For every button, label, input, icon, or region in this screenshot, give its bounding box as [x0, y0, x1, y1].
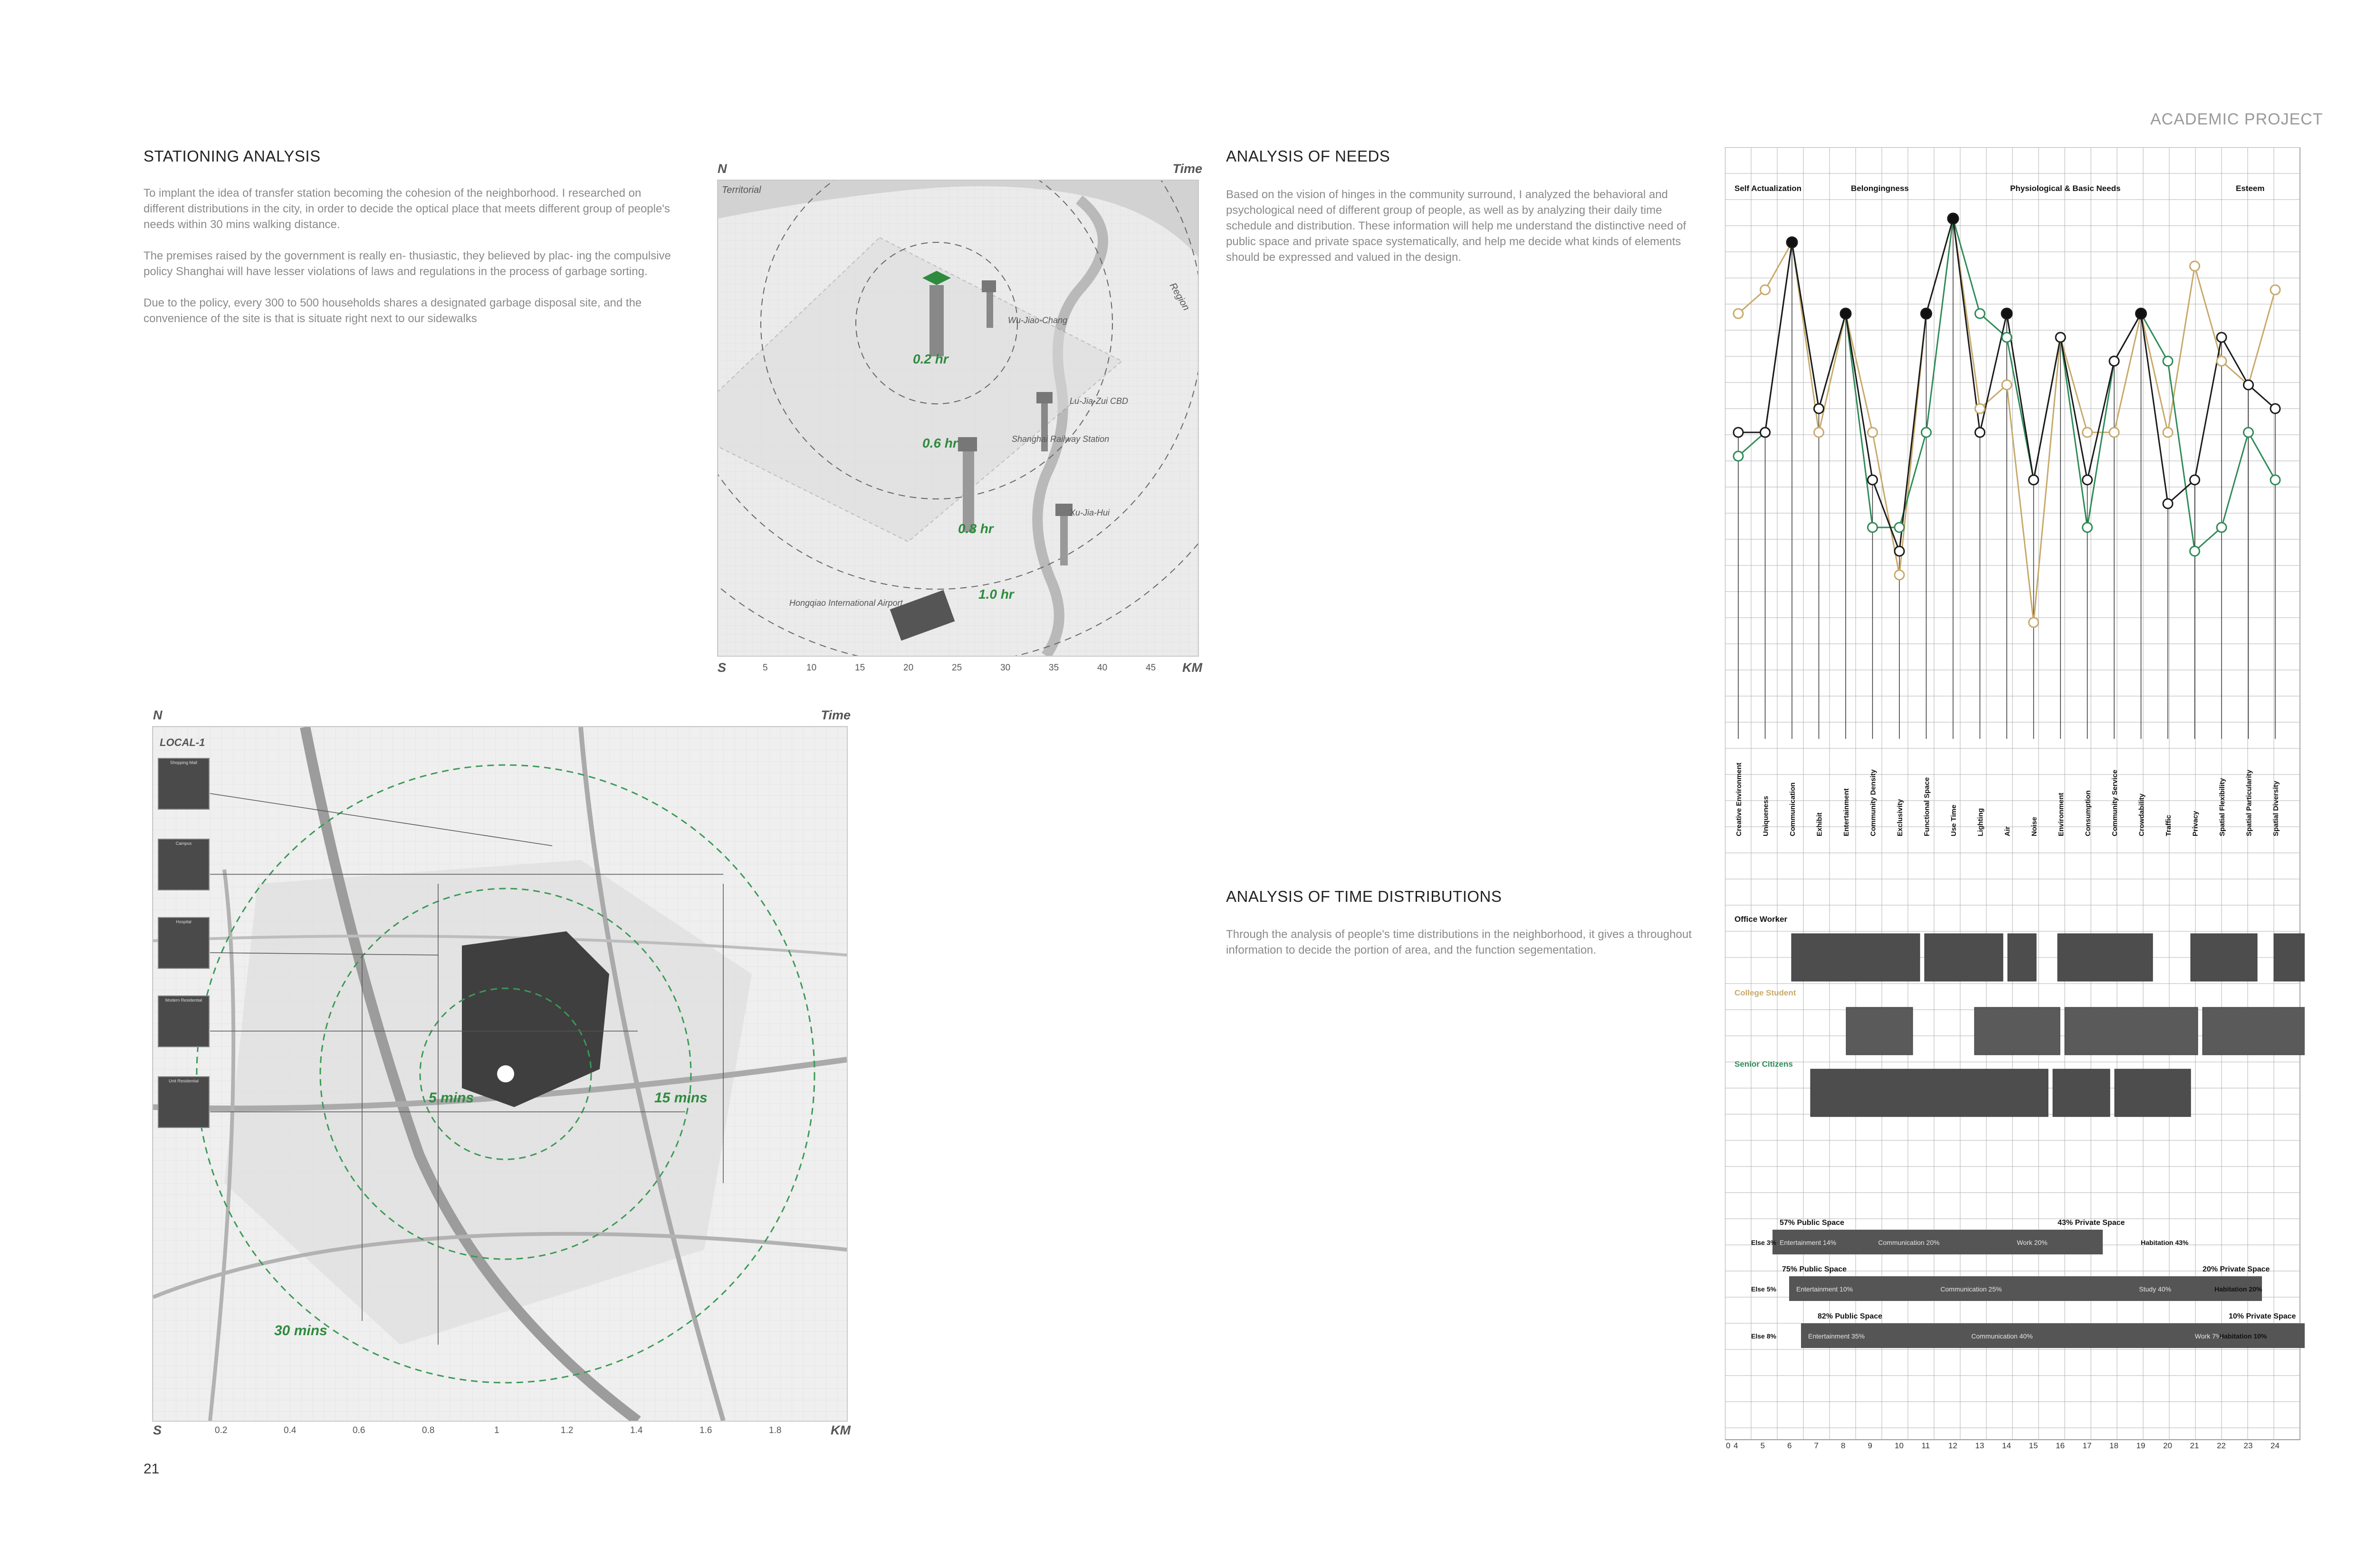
place-railway-station: Shanghai Railway Station — [1012, 434, 1110, 444]
needs-category-label: Traffic — [2165, 814, 2173, 836]
hour-tick: 17 — [2082, 1441, 2092, 1449]
needs-data-point — [2163, 499, 2173, 508]
page-number: 21 — [144, 1461, 160, 1477]
km-label: KM — [831, 1423, 851, 1437]
scale-tick: 40 — [1097, 663, 1108, 673]
needs-category-label: Noise — [2030, 817, 2039, 836]
time-segment-label: Entertainment 35% — [1808, 1332, 1865, 1340]
needs-category-label: Air — [2003, 826, 2012, 836]
needs-data-point — [1895, 570, 1904, 580]
needs-data-point — [2029, 618, 2039, 627]
hour-tick: 24 — [2271, 1441, 2280, 1449]
local-scale-ticks — [215, 1425, 795, 1438]
needs-data-point — [2002, 380, 2012, 390]
needs-paragraph: Based on the vision of hinges in the community surround, I analyzed the behavioral and psychological need of different group of people, as well as by analyzing their daily time schedule and distribution. These information will help me understand the distinctive need of public space and private space systematically, and help me decide what kinds of elements should be expressed and valued in the design. — [1226, 188, 1686, 264]
hour-tick: 5 — [1760, 1441, 1765, 1449]
ring-label-0-6hr: 0.6 hr — [922, 436, 958, 450]
needs-data-point — [1975, 404, 1985, 413]
hour-tick: 13 — [1975, 1441, 1984, 1449]
needs-data-point — [2109, 356, 2119, 366]
needs-data-point — [1922, 428, 1931, 437]
needs-data-point — [2002, 333, 2012, 342]
scale-tick: 1.2 — [561, 1425, 574, 1435]
private-space-label: 20% Private Space — [2203, 1265, 2270, 1273]
needs-category-label: Exclusivity — [1896, 799, 1904, 836]
needs-data-point — [1734, 428, 1743, 437]
habitation-label: Habitation 20% — [2214, 1285, 2262, 1293]
city-scale-ticks — [763, 663, 1156, 674]
needs-data-point — [2083, 428, 2092, 437]
hour-tick: 15 — [2029, 1441, 2038, 1449]
needs-data-point — [2244, 428, 2253, 437]
place-wu-jiao-chang: Wu-Jiao-Chang — [1008, 316, 1068, 325]
hour-tick: 22 — [2217, 1441, 2226, 1449]
legend-label: Hospital — [176, 919, 192, 924]
needs-group-label: Belongingness — [1851, 184, 1909, 193]
south-label: S — [153, 1423, 162, 1437]
needs-category-label: Functional Space — [1923, 777, 1931, 836]
needs-group-label: Self Actualization — [1734, 184, 1802, 193]
needs-data-point — [1868, 523, 1878, 532]
local-label: LOCAL-1 — [160, 736, 205, 748]
private-space-label: 43% Private Space — [2058, 1219, 2125, 1227]
time-segment-label: Study 40% — [2139, 1285, 2172, 1293]
hour-tick: 11 — [1921, 1441, 1930, 1449]
time-photo — [1974, 1007, 2060, 1055]
scale-tick: 15 — [855, 663, 865, 673]
place-hongqiao: Hongqiao International Airport — [789, 598, 903, 608]
legend-modern-residential — [158, 995, 210, 1047]
needs-category-label: Use Time — [1950, 804, 1958, 836]
scale-tick: 1.6 — [699, 1425, 712, 1435]
hour-tick: 6 — [1787, 1441, 1792, 1449]
time-photo — [2058, 934, 2153, 981]
needs-category-label: Exhibit — [1815, 812, 1824, 836]
time-segment-label: Work 7% — [2194, 1332, 2222, 1340]
time-photo — [2274, 934, 2305, 981]
hour-tick: 20 — [2163, 1441, 2172, 1449]
needs-category-label: Privacy — [2191, 811, 2200, 836]
needs-category-label: Communication — [1789, 782, 1797, 836]
private-space-label: 10% Private Space — [2229, 1312, 2296, 1320]
ring-label-0-2hr: 0.2 hr — [913, 352, 948, 366]
needs-data-point — [1840, 308, 1851, 319]
hour-tick: 23 — [2243, 1441, 2253, 1449]
needs-data-point — [2271, 285, 2280, 295]
needs-category-label: Creative Environment — [1735, 762, 1743, 836]
region-label: Region — [1167, 281, 1192, 313]
needs-data-point — [1814, 428, 1824, 437]
needs-data-point — [1761, 428, 1770, 437]
scale-tick: 1 — [494, 1425, 499, 1435]
territorial-label: Territorial — [722, 185, 761, 195]
legend-label: Campus — [175, 841, 192, 846]
needs-data-point — [1814, 404, 1824, 413]
scale-tick: 0.8 — [422, 1425, 435, 1435]
time-photo — [2008, 934, 2036, 981]
time-person-label: Office Worker — [1734, 915, 1788, 924]
city-scale-map — [715, 162, 1205, 684]
scale-tick: 20 — [903, 663, 914, 673]
legend-shopping-mall — [158, 758, 210, 810]
stationing-paragraph: The premises raised by the government is really en- thusiastic, they believed by plac- ing the compulsive policy Shanghai will have lesser violations of laws and regulations in the process of garbage sorting. — [144, 249, 671, 278]
stationing-paragraph: To implant the idea of transfer station becoming the cohesion of the neighborhood. I researched on different distributions in the city, in order to decide the optical place that meets different group of people's needs within 30 mins walking distance. — [144, 187, 670, 231]
needs-data-point — [2190, 475, 2200, 485]
ring-label-30-mins: 30 mins — [274, 1323, 327, 1339]
needs-data-point — [1787, 237, 1797, 248]
needs-data-point — [2083, 475, 2092, 485]
hour-tick: 21 — [2190, 1441, 2199, 1449]
ring-label-1-0hr: 1.0 hr — [978, 587, 1014, 602]
time-segment-label: Communication 20% — [1878, 1239, 1940, 1246]
time-segment-label: Else 3% — [1751, 1239, 1776, 1246]
stationing-paragraph: Due to the policy, every 300 to 500 households shares a designated garbage disposal site, and the convenience of the site is that is situate right next to our sidewalks — [144, 296, 642, 325]
time-segment-label: Else 8% — [1751, 1332, 1776, 1340]
stationing-title: STATIONING ANALYSIS — [144, 147, 321, 165]
hour-tick: 12 — [1948, 1441, 1957, 1449]
needs-data-point — [2190, 546, 2200, 556]
time-segment-label: Entertainment 14% — [1780, 1239, 1837, 1246]
time-segment-label: Communication 40% — [1971, 1332, 2033, 1340]
scale-tick: 0.6 — [353, 1425, 365, 1435]
habitation-label: Habitation 43% — [2141, 1239, 2189, 1246]
needs-category-label: Lighting — [1976, 808, 1985, 836]
time-photo — [1925, 934, 2003, 981]
needs-category-label: Uniqueness — [1762, 795, 1770, 836]
needs-data-point — [1921, 308, 1932, 319]
needs-data-point — [2083, 523, 2092, 532]
needs-data-point — [1948, 213, 1958, 224]
scale-tick: 30 — [1000, 663, 1011, 673]
hour-tick: 9 — [1868, 1441, 1872, 1449]
needs-category-label: Crowdability — [2137, 793, 2146, 836]
time-person-label: College Student — [1734, 988, 1796, 997]
legend-label: Unit Residential — [168, 1079, 199, 1083]
needs-group-label: Physiological & Basic Needs — [2010, 184, 2121, 193]
local-map-drawing — [153, 727, 847, 1421]
needs-category-label: Entertainment — [1842, 788, 1850, 836]
needs-group-label: Esteem — [2236, 184, 2265, 193]
needs-data-point — [1868, 475, 1878, 485]
time-photo — [2191, 934, 2257, 981]
public-space-bar — [1789, 1276, 2262, 1301]
legend-unit-residential — [158, 1076, 210, 1128]
needs-category-label: Environment — [2057, 793, 2065, 836]
scale-tick: 5 — [763, 663, 768, 673]
needs-data-point — [2029, 475, 2039, 485]
needs-data-point — [1895, 523, 1904, 532]
time-segment-label: Entertainment 10% — [1796, 1285, 1853, 1293]
needs-time-chart — [1725, 147, 2305, 1449]
needs-title: ANALYSIS OF NEEDS — [1226, 147, 1390, 165]
needs-data-point — [2271, 475, 2280, 485]
needs-category-label: Community Service — [2111, 769, 2119, 836]
north-label: N — [718, 162, 727, 176]
needs-data-point — [2163, 428, 2173, 437]
scale-tick: 0.2 — [215, 1425, 228, 1435]
needs-data-point — [2271, 404, 2280, 413]
city-map-canvas — [717, 180, 1199, 657]
legend-label: Shopping Mall — [170, 760, 198, 765]
needs-data-point — [1895, 546, 1904, 556]
needs-data-point — [2109, 428, 2119, 437]
ring-label-0-8hr: 0.8 hr — [958, 521, 994, 536]
hour-tick: 0 — [1726, 1441, 1731, 1449]
hour-tick: 8 — [1841, 1441, 1846, 1449]
time-segment-label: Else 5% — [1751, 1285, 1776, 1293]
needs-data-point — [1761, 285, 1770, 295]
hour-tick: 19 — [2136, 1441, 2146, 1449]
time-photo — [2115, 1069, 2191, 1117]
time-photo — [1792, 934, 1920, 981]
hour-tick: 7 — [1814, 1441, 1819, 1449]
south-label: S — [718, 660, 727, 675]
needs-data-point — [1975, 428, 1985, 437]
needs-category-label: Community Density — [1869, 769, 1878, 836]
time-photo — [2053, 1069, 2110, 1117]
hour-tick: 16 — [2056, 1441, 2065, 1449]
scale-tick: 25 — [952, 663, 962, 673]
needs-category-label: Spatial Particularity — [2245, 769, 2253, 836]
project-label: ACADEMIC PROJECT — [2150, 110, 2323, 128]
needs-data-point — [2217, 333, 2226, 342]
place-xu-jia-hui: Xu-Jia-Hui — [1070, 508, 1110, 517]
public-space-label: 57% Public Space — [1780, 1219, 1845, 1227]
needs-data-point — [2136, 308, 2146, 319]
hour-tick: 14 — [2002, 1441, 2011, 1449]
hour-tick: 18 — [2109, 1441, 2118, 1449]
km-label: KM — [1182, 660, 1202, 675]
ring-label-5-mins: 5 mins — [429, 1090, 474, 1106]
needs-data-point — [2244, 380, 2253, 390]
time-photo — [1846, 1007, 1913, 1055]
scale-tick: 1.8 — [769, 1425, 782, 1435]
needs-category-label: Consumption — [2084, 790, 2092, 836]
local-map-canvas — [152, 726, 848, 1422]
needs-data-point — [2217, 523, 2226, 532]
place-lu-jia-zui: Lu-Jia-Zui CBD — [1070, 396, 1129, 406]
legend-hospital — [158, 917, 210, 969]
needs-category-label: Spatial Diversity — [2272, 781, 2280, 836]
public-space-label: 75% Public Space — [1782, 1265, 1847, 1273]
stationing-text — [144, 185, 685, 342]
needs-data-point — [2217, 356, 2226, 366]
local-scale-map — [152, 708, 851, 1444]
legend-campus — [158, 839, 210, 890]
time-photo — [2065, 1007, 2198, 1055]
needs-data-point — [2190, 261, 2200, 271]
needs-data-point — [1868, 428, 1878, 437]
needs-data-point — [2056, 333, 2065, 342]
needs-data-point — [1734, 451, 1743, 461]
public-space-label: 82% Public Space — [1818, 1312, 1883, 1320]
city-map-drawing — [718, 181, 1198, 656]
time-label: Time — [1172, 162, 1202, 176]
ring-label-15-mins: 15 mins — [654, 1090, 708, 1106]
legend-label: Modern Residential — [165, 998, 202, 1003]
time-person-label: Senior Citizens — [1734, 1060, 1793, 1069]
scale-tick: 0.4 — [284, 1425, 297, 1435]
scale-tick: 10 — [806, 663, 817, 673]
scale-tick: 35 — [1049, 663, 1059, 673]
habitation-label: Habitation 10% — [2219, 1332, 2267, 1340]
needs-data-point — [1734, 309, 1743, 318]
hour-tick: 4 — [1734, 1441, 1738, 1449]
needs-data-point — [2002, 308, 2012, 319]
time-label: Time — [821, 708, 851, 722]
time-paragraph: Through the analysis of people's time distributions in the neighborhood, it gives a throughout information to decide the portion of area, and the function segementation. — [1226, 928, 1692, 956]
needs-data-point — [2163, 356, 2173, 366]
scale-tick: 45 — [1146, 663, 1156, 673]
time-title: ANALYSIS OF TIME DISTRIBUTIONS — [1226, 888, 1502, 905]
time-photo — [1811, 1069, 2048, 1117]
hour-tick: 10 — [1895, 1441, 1904, 1449]
time-segment-label: Communication 25% — [1940, 1285, 2002, 1293]
scale-tick: 1.4 — [630, 1425, 643, 1435]
time-segment-label: Work 20% — [2017, 1239, 2048, 1246]
time-photo — [2203, 1007, 2305, 1055]
needs-data-point — [1975, 309, 1985, 318]
needs-category-label: Spatial Flexibility — [2218, 778, 2226, 836]
north-label: N — [153, 708, 163, 722]
